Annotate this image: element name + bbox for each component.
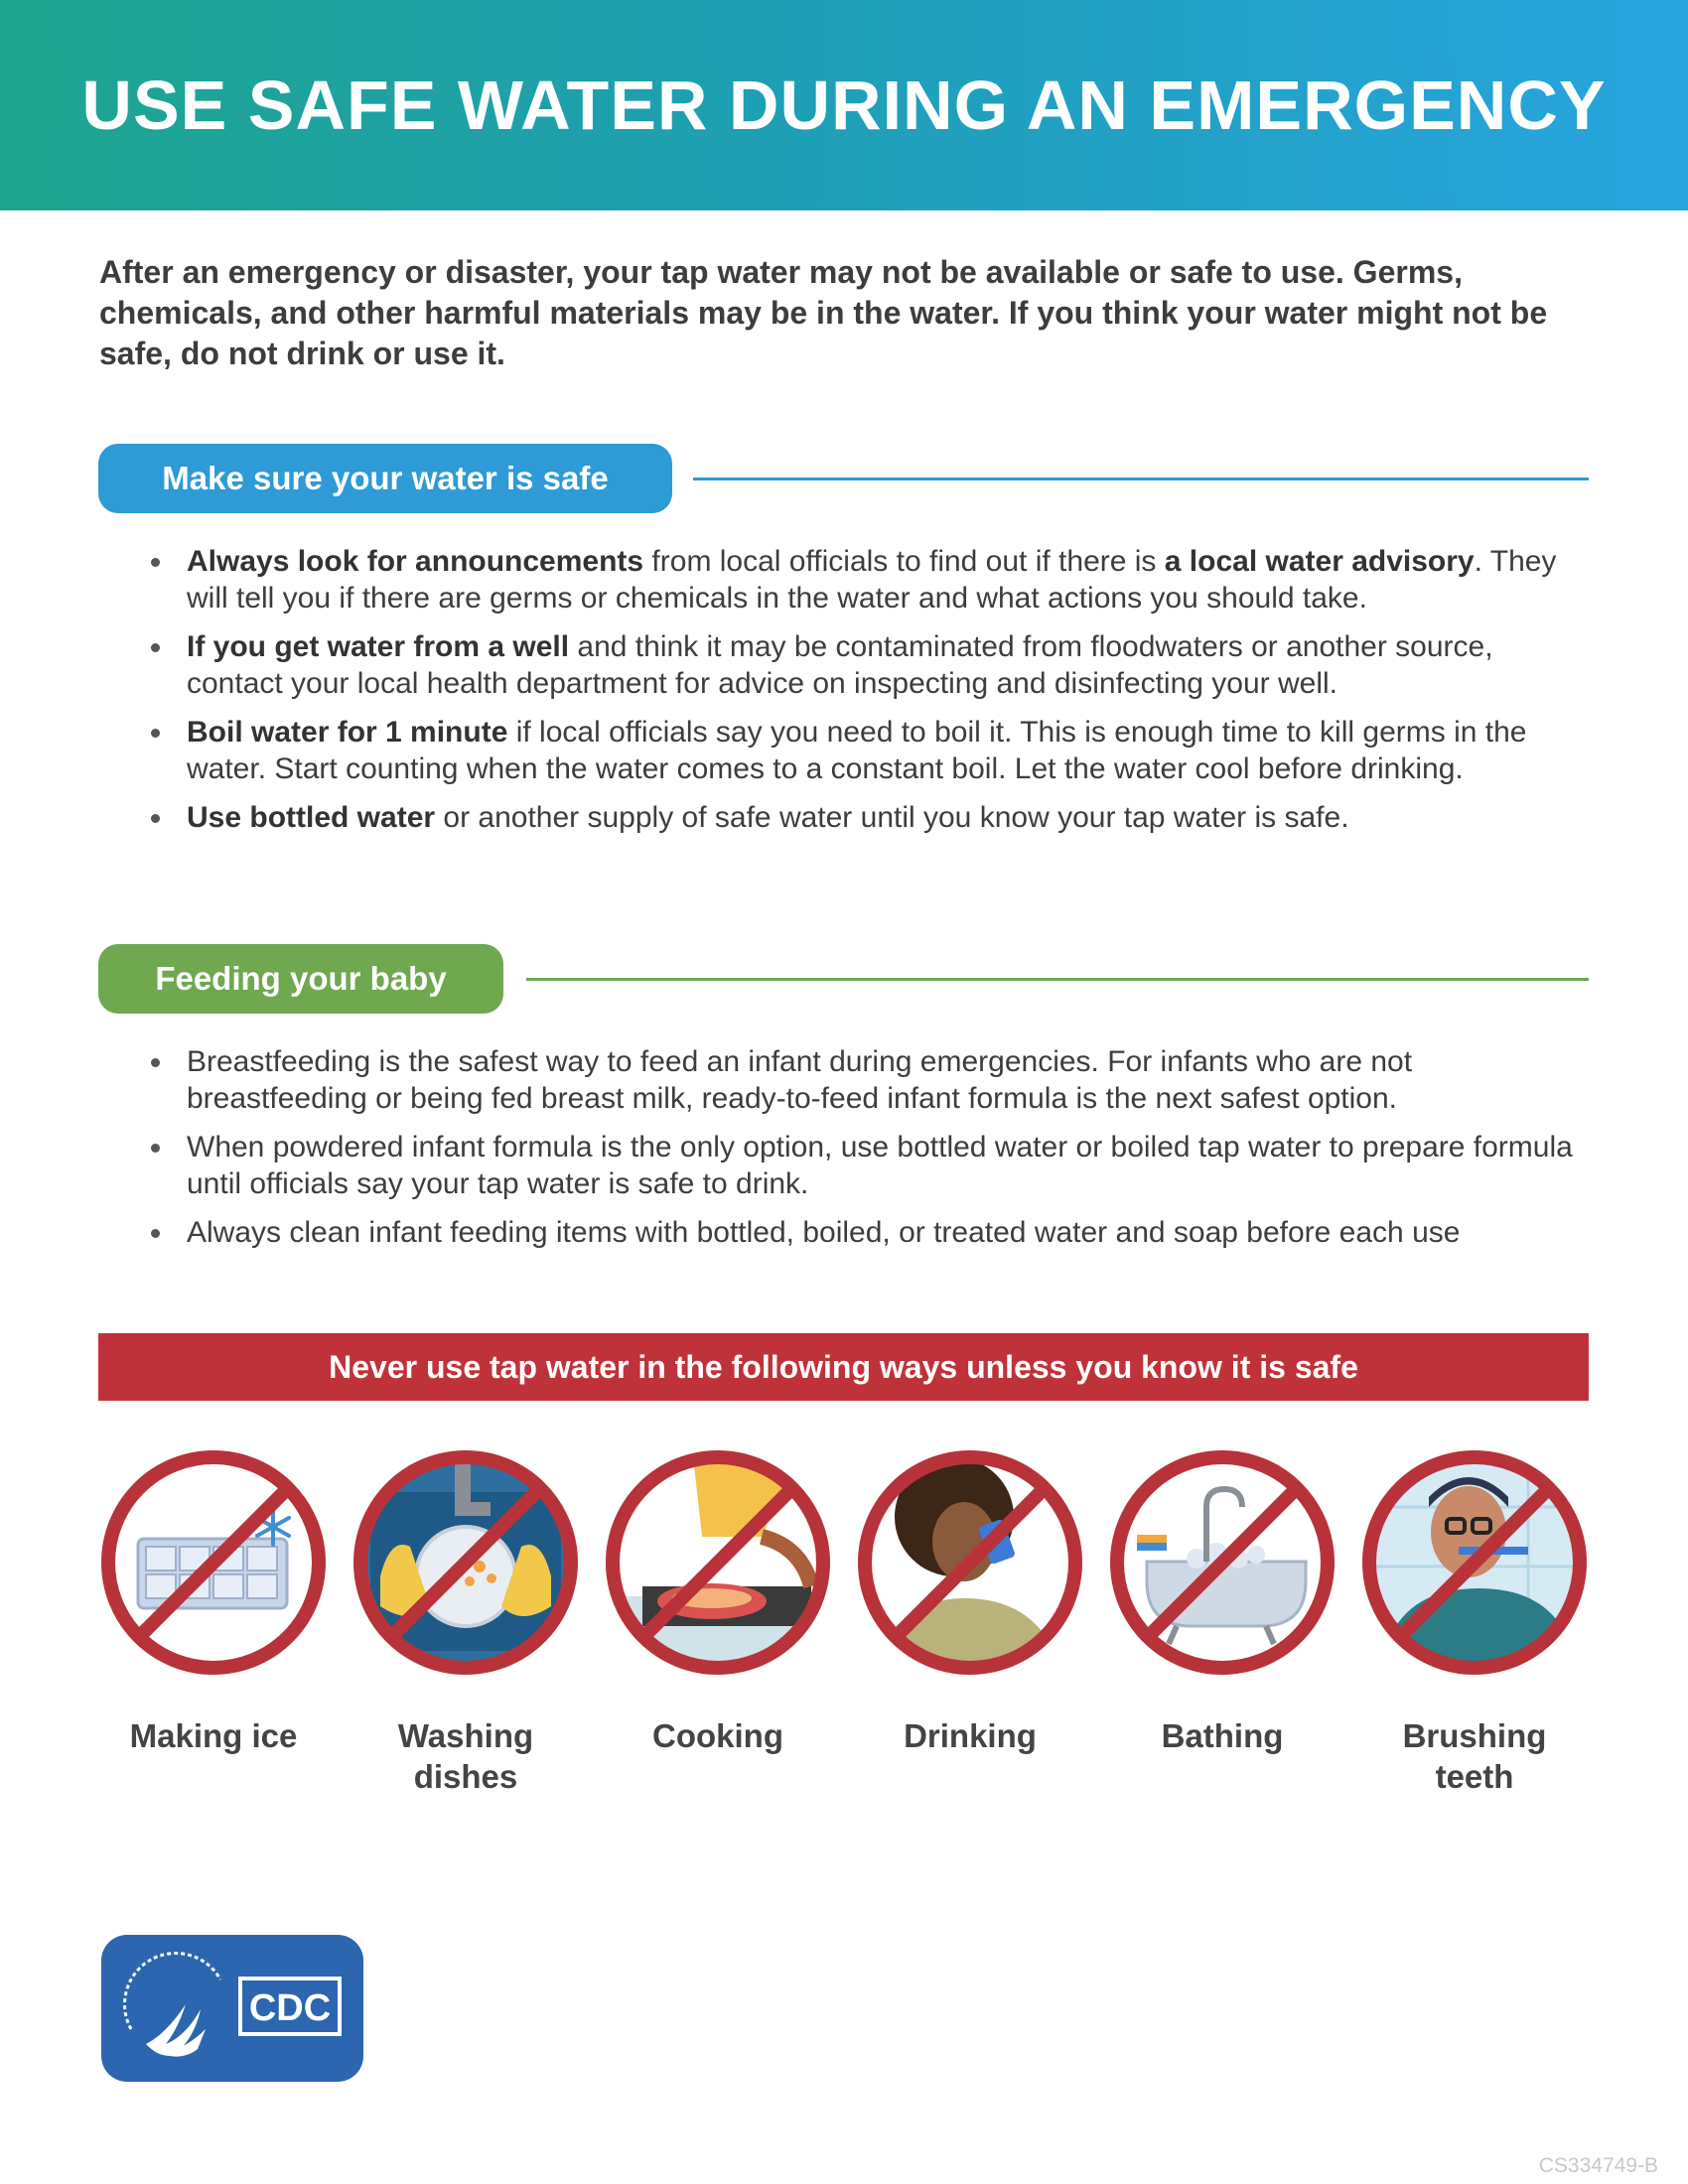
- list-item: When powdered infant formula is the only option, use bottled water or boiled tap water to prepare formula until officials say your tap water is safe to drink.: [149, 1129, 1589, 1202]
- use-brushing-teeth: [1359, 1447, 1590, 1797]
- use-washing-dishes: [351, 1447, 581, 1797]
- use-label: Washing dishes: [397, 1717, 534, 1795]
- use-label: Brushing teeth: [1402, 1717, 1547, 1795]
- list-item: Breastfeeding is the safest way to feed an infant during emergencies. For infants who are not breastfeeding or being fed breast milk, ready-to-feed infant formula is the next safest option.: [149, 1043, 1589, 1117]
- use-drinking: [855, 1447, 1085, 1756]
- section-heading-feeding-baby: Feeding your baby: [98, 944, 503, 1014]
- use-bathing: [1107, 1447, 1337, 1756]
- cdc-logo-text: CDC: [248, 1987, 332, 2029]
- drinking-icon: [855, 1447, 1085, 1678]
- cooking-icon: [603, 1447, 833, 1678]
- divider-blue: [693, 478, 1589, 480]
- page-title: USE SAFE WATER DURING AN EMERGENCY: [81, 67, 1607, 144]
- toothbrush-icon: [1359, 1447, 1590, 1678]
- list-item: Use bottled water or another supply of safe water until you know your tap water is safe.: [149, 799, 1589, 836]
- list-item: Always clean infant feeding items with bottled, boiled, or treated water and soap before each use: [149, 1214, 1589, 1251]
- bathtub-icon: [1107, 1447, 1337, 1678]
- tap-water-uses: [98, 1447, 1589, 1805]
- warning-bar: Never use tap water in the following ways unless you know it is safe: [98, 1333, 1589, 1401]
- list-item: Boil water for 1 minute if local officials say you need to boil it. This is enough time to kill germs in the water. Start counting when the water comes to a constant boil. Let the water cool before drinking.: [149, 714, 1589, 787]
- hhs-cdc-logo: [101, 1935, 363, 2082]
- water-safe-list: [149, 543, 1589, 848]
- divider-green: [526, 978, 1589, 981]
- list-item: Always look for announcements from local officials to find out if there is a local water advisory. They will tell you if there are germs or chemicals in the water and what actions you should take.: [149, 543, 1589, 616]
- document-code: CS334749-B: [1538, 2154, 1658, 2177]
- use-cooking: [603, 1447, 833, 1756]
- ice-tray-icon: [98, 1447, 329, 1678]
- use-label: Making ice: [129, 1717, 298, 1754]
- use-label: Cooking: [652, 1717, 783, 1754]
- use-label: Drinking: [904, 1717, 1037, 1754]
- use-making-ice: [98, 1447, 329, 1756]
- title-banner: [0, 0, 1688, 210]
- washing-dishes-icon: [351, 1447, 581, 1678]
- list-item: If you get water from a well and think it may be contaminated from floodwaters or another source, contact your local health department for advice on inspecting and disinfecting your well.: [149, 628, 1589, 702]
- use-label: Bathing: [1161, 1717, 1284, 1754]
- section-heading-water-safe: Make sure your water is safe: [98, 444, 672, 513]
- intro-paragraph: After an emergency or disaster, your tap water may not be available or safe to use. Germs, chemicals, and other harmful materials may be in the water. If you think your water might not be safe, do not drink or use it.: [99, 254, 1548, 371]
- feeding-baby-list: [149, 1043, 1589, 1263]
